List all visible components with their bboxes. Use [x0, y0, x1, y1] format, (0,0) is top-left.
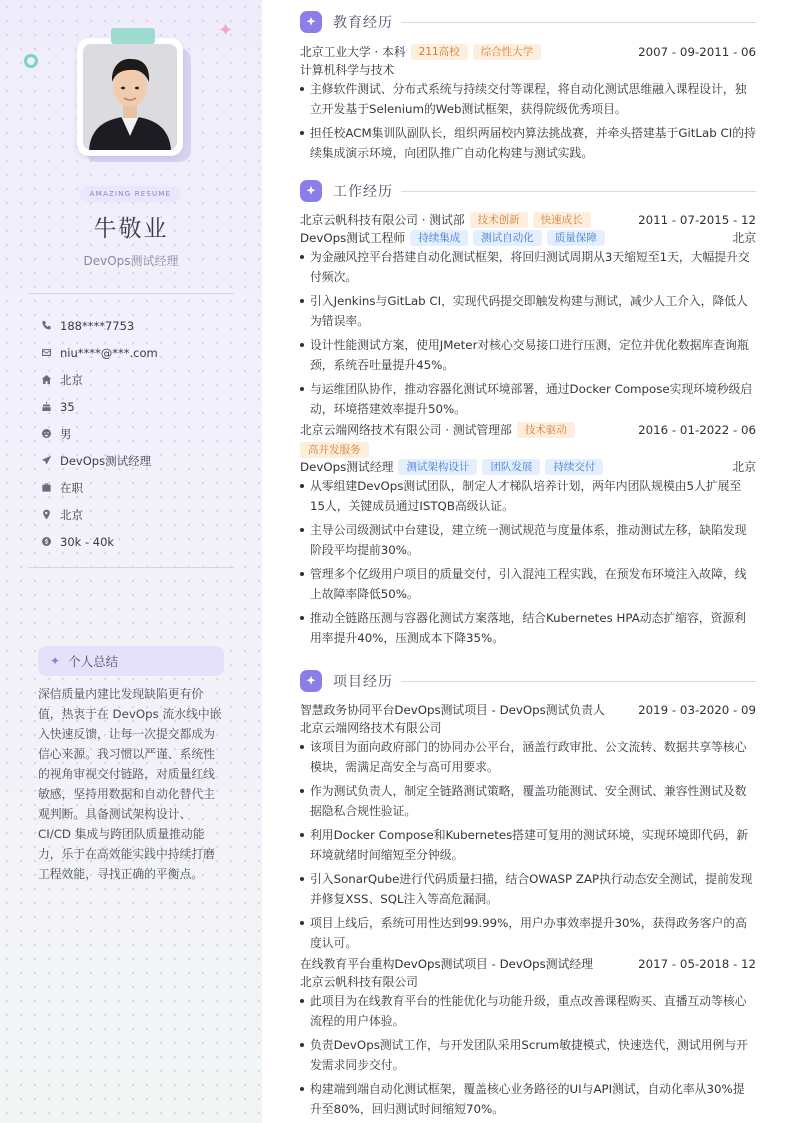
project-bullets — [300, 991, 756, 1119]
role-name: DevOps测试工程师 — [300, 231, 406, 245]
list-item: 主修软件测试、分布式系统与持续交付等课程，将自动化测试思维融入课程设计，独立开发基于Selenium的Web测试框架，获得院级优秀项目。 — [300, 79, 756, 119]
skill-tag: 团队发展 — [482, 459, 540, 475]
role-row — [300, 458, 756, 476]
section-title: 教育经历 — [333, 15, 393, 31]
project-entry — [300, 955, 756, 1119]
skill-tag: 测试架构设计 — [398, 459, 477, 475]
section-divider — [401, 22, 756, 23]
company-row — [300, 421, 756, 458]
education-section — [300, 10, 756, 167]
company-tag: 技术驱动 — [517, 422, 575, 438]
role-name: DevOps测试经理 — [300, 460, 394, 474]
job-city: 北京 — [732, 460, 756, 474]
location-icon — [40, 509, 52, 521]
major: 计算机科学与技术 — [300, 63, 395, 77]
list-item: 该项目为面向政府部门的协同办公平台，涵盖行政审批、公文流转、数据共享等核心模块，需满足高安全与高可用要求。 — [300, 737, 756, 777]
education-row — [300, 43, 756, 61]
project-row — [300, 701, 756, 719]
job-bullets — [300, 476, 756, 648]
job-bullets — [300, 247, 756, 419]
salary-icon — [40, 536, 52, 548]
project-name: 智慧政务协同平台DevOps测试项目 - DevOps测试负责人 — [300, 703, 605, 717]
list-item: 与运维团队协作，推动容器化测试环境部署，通过Docker Compose实现环境秒级启动，环境搭建效率提升50%。 — [300, 379, 756, 419]
contact-info-list — [40, 312, 240, 555]
info-location — [40, 501, 240, 528]
section-divider — [401, 681, 756, 682]
info-text: 在职 — [60, 480, 83, 495]
skill-tag: 测试自动化 — [473, 230, 542, 246]
job-entry — [300, 421, 756, 648]
job-entry — [300, 211, 756, 419]
school-tag: 211高校 — [411, 44, 468, 60]
sparkle-icon — [300, 180, 322, 202]
info-salary — [40, 528, 240, 555]
info-text: 30k - 40k — [60, 534, 115, 549]
date-range: 2017 - 05-2018 - 12 — [638, 957, 756, 971]
list-item: 引入Jenkins与GitLab CI，实现代码提交即触发构建与测试，减少人工介入，降低人为错误率。 — [300, 291, 756, 331]
list-item: 担任校ACM集训队副队长，组织两届校内算法挑战赛，并牵头搭建基于GitLab CI的持续集成演示环境，向团队推广自动化构建与测试实践。 — [300, 123, 756, 163]
date-range: 2016 - 01-2022 - 06 — [638, 423, 756, 437]
list-item: 为金融风控平台搭建自动化测试框架，将回归测试周期从3天缩短至1天，大幅提升交付频次。 — [300, 247, 756, 287]
info-text: 188****7753 — [60, 318, 135, 333]
list-item: 从零组建DevOps测试团队，制定人才梯队培养计划，两年内团队规模由5人扩展至15人，关键成员通过ISTQB高级认证。 — [300, 476, 756, 516]
list-item: 管理多个亿级用户项目的质量交付，引入混沌工程实践，在预发布环境注入故障，线上故障率降低50%。 — [300, 564, 756, 604]
company-tag: 技术创新 — [470, 212, 528, 228]
divider — [28, 293, 234, 294]
section-header — [300, 10, 756, 34]
photo-frame — [77, 38, 183, 156]
avatar — [83, 44, 177, 150]
date-range: 2011 - 07-2015 - 12 — [638, 213, 756, 227]
skill-tag: 持续集成 — [410, 230, 468, 246]
info-phone — [40, 312, 240, 339]
home-icon — [40, 374, 52, 386]
skill-tag: 持续交付 — [545, 459, 603, 475]
profile-photo-card — [77, 38, 191, 162]
gender-icon — [40, 428, 52, 440]
list-item: 利用Docker Compose和Kubernetes搭建可复用的测试环境，实现环境即代码，新环境就绪时间缩短至分钟级。 — [300, 825, 756, 865]
list-item: 引入SonarQube进行代码质量扫描，结合OWASP ZAP执行动态安全测试，提前发现并修复XSS、SQL注入等高危漏洞。 — [300, 869, 756, 909]
company-tag: 高并发服务 — [300, 442, 369, 458]
candidate-title: DevOps测试经理 — [83, 254, 179, 268]
info-text: 35 — [60, 399, 75, 414]
education-bullets — [300, 79, 756, 163]
list-item: 作为测试负责人，制定全链路测试策略，覆盖功能测试、安全测试、兼容性测试及数据隐私合规性验证。 — [300, 781, 756, 821]
skill-tag: 质量保障 — [547, 230, 605, 246]
list-item: 项目上线后，系统可用性达到99.99%，用户办事效率提升30%，获得政务客户的高度认可。 — [300, 913, 756, 953]
job-city: 北京 — [732, 231, 756, 245]
project-name: 在线教育平台重构DevOps测试项目 - DevOps测试经理 — [300, 957, 593, 971]
info-age — [40, 393, 240, 420]
sparkle-icon: ✦ — [50, 654, 61, 668]
list-item: 主导公司级测试中台建设，建立统一测试规范与度量体系，推动测试左移，缺陷发现阶段平均提前30%。 — [300, 520, 756, 560]
list-item: 构建端到端自动化测试框架，覆盖核心业务路径的UI与API测试，自动化率从30%提升至80%，回归测试时间缩短70%。 — [300, 1079, 756, 1119]
section-header — [300, 669, 756, 693]
summary-title: 个人总结 — [68, 654, 119, 669]
project-bullets — [300, 737, 756, 953]
sparkle-icon: ✦ — [218, 20, 234, 41]
section-title: 工作经历 — [333, 184, 393, 200]
phone-icon — [40, 320, 52, 332]
list-item: 负责DevOps测试工作，与开发团队采用Scrum敏捷模式，快速迭代，测试用例与开发需求同步交付。 — [300, 1035, 756, 1075]
sparkle-icon — [300, 670, 322, 692]
role-row — [300, 229, 756, 247]
project-company: 北京云帆科技有限公司 — [300, 975, 418, 989]
work-section — [300, 179, 756, 652]
info-text: 北京 — [60, 372, 83, 387]
school-tag: 综合性大学 — [473, 44, 542, 60]
major-row — [300, 61, 756, 79]
summary-text: 深信质量内建比发现缺陷更有价值，热衷于在 DevOps 流水线中嵌入快速反馈，让每一次提交都成为信心来源。我习惯以严谨、系统性的视角审视交付链路，对质量红线敏感，坚持用数据和自动化替代主观判断。具备测试架构设计、CI/CD 集成与跨团队质量推动能力，乐于在高效能实践中持续打磨工程效能，寻找正确的平衡点。 — [38, 687, 222, 881]
info-city — [40, 366, 240, 393]
info-text: niu****@***.com — [60, 345, 158, 360]
project-entry — [300, 701, 756, 953]
briefcase-icon — [40, 482, 52, 494]
project-row — [300, 955, 756, 973]
section-header — [300, 179, 756, 203]
divider — [28, 567, 234, 568]
projects-section — [300, 669, 756, 1123]
summary-header — [38, 646, 224, 676]
company-name: 北京云帆科技有限公司 · 测试部 — [300, 213, 465, 227]
decorative-ring — [24, 54, 38, 68]
cake-icon — [40, 401, 52, 413]
date-range: 2019 - 03-2020 - 09 — [638, 703, 756, 717]
send-icon — [40, 455, 52, 467]
info-position — [40, 447, 240, 474]
info-email — [40, 339, 240, 366]
list-item: 推动全链路压测与容器化测试方案落地，结合Kubernetes HPA动态扩缩容，资源利用率提升40%，压测成本下降35%。 — [300, 608, 756, 648]
company-name: 北京云端网络技术有限公司 · 测试管理部 — [300, 423, 512, 437]
date-range: 2007 - 09-2011 - 06 — [638, 45, 756, 59]
project-company: 北京云端网络技术有限公司 — [300, 721, 442, 735]
info-status — [40, 474, 240, 501]
project-company-row — [300, 719, 756, 737]
company-tag: 快速成长 — [533, 212, 591, 228]
photo-tape — [111, 28, 155, 44]
list-item: 设计性能测试方案，使用JMeter对核心交易接口进行压测，定位并优化数据库查询瓶颈，系统吞吐量提升45%。 — [300, 335, 756, 375]
mail-icon — [40, 347, 52, 359]
info-gender — [40, 420, 240, 447]
resume-badge: AMAZING RESUME — [80, 186, 181, 202]
info-text: 男 — [60, 426, 72, 441]
project-company-row — [300, 973, 756, 991]
company-row — [300, 211, 756, 229]
section-divider — [401, 191, 756, 192]
info-text: 北京 — [60, 507, 83, 522]
sparkle-icon — [300, 11, 322, 33]
school-name: 北京工业大学 · 本科 — [300, 45, 406, 59]
list-item: 此项目为在线教育平台的性能优化与功能升级，重点改善课程购买、直播互动等核心流程的用户体验。 — [300, 991, 756, 1031]
section-title: 项目经历 — [333, 674, 393, 690]
candidate-name: 牛敬业 — [93, 216, 169, 242]
info-text: DevOps测试经理 — [60, 453, 152, 468]
sidebar — [0, 0, 262, 1123]
